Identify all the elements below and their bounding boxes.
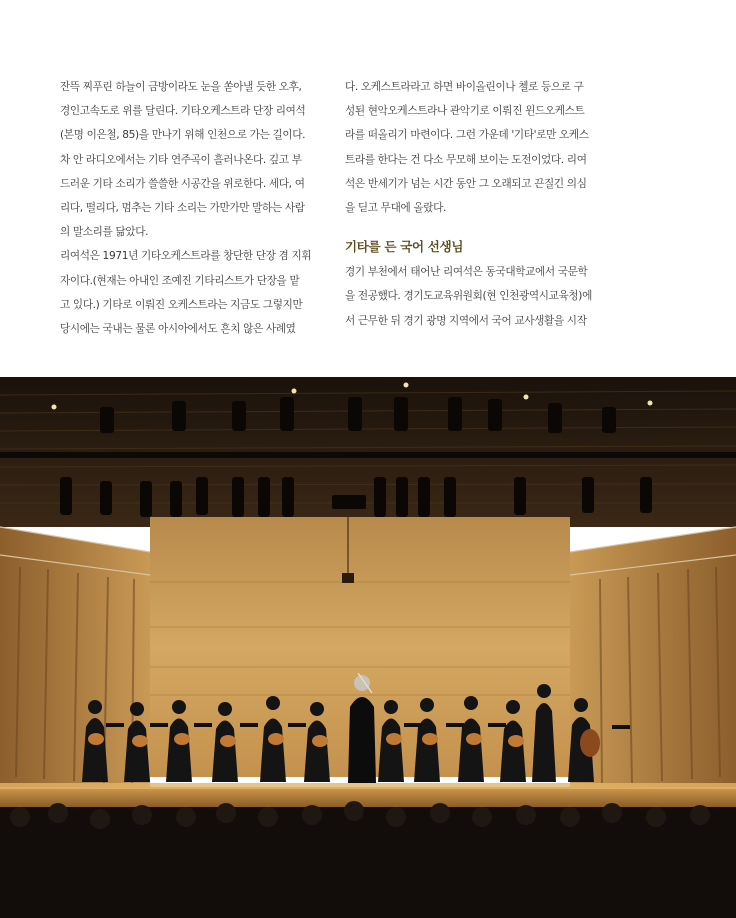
text-line: 당시에는 국내는 물론 아시아에서도 흔치 않은 사례였 bbox=[60, 323, 296, 336]
text-line: 다. 오케스트라라고 하면 바이올린이나 첼로 등으로 구 bbox=[345, 81, 584, 93]
article-text bbox=[0, 0, 736, 377]
left-paragraph-2 bbox=[60, 244, 316, 341]
text-line: 리다, 떨리다, 멈추는 기타 소리는 가만가만 말하는 사람 bbox=[60, 202, 305, 215]
left-column bbox=[60, 75, 316, 341]
concert-hall-illustration bbox=[0, 377, 736, 918]
text-line: 경기 부천에서 태어난 리여석은 동국대학교에서 국문학 bbox=[345, 266, 588, 279]
text-line: 라를 떠올리기 마련이다. 그런 가운데 '기타'로만 오케스 bbox=[345, 129, 589, 142]
text-line: 을 딛고 무대에 올랐다. bbox=[345, 202, 447, 215]
stage-edge-glow bbox=[0, 783, 736, 789]
audience bbox=[0, 807, 736, 918]
lighting-truss bbox=[0, 452, 736, 458]
right-side-wall bbox=[570, 527, 736, 797]
text-line: 리여석은 1971년 기타오케스트라를 창단한 단장 겸 지휘 bbox=[60, 250, 312, 263]
text-line: 경인고속도로 위를 달린다. 기타오케스트라 단장 리여석 bbox=[60, 105, 306, 118]
stage-floor bbox=[0, 787, 736, 807]
left-paragraph-1 bbox=[60, 75, 316, 244]
right-paragraph-2 bbox=[345, 260, 603, 333]
text-line: 을 전공했다. 경기도교육위원회(현 인천광역시교육청)에 bbox=[345, 290, 592, 303]
text-line: 트라를 한다는 건 다소 무모해 보이는 도전이었다. 리여 bbox=[345, 153, 587, 166]
right-column bbox=[345, 75, 603, 333]
text-line: 석은 반세기가 넘는 시간 동안 그 오래되고 끈질긴 의심 bbox=[345, 177, 587, 190]
text-line: 서 근무한 뒤 경기 광명 지역에서 국어 교사생활을 시작 bbox=[345, 314, 587, 327]
text-line: 고 있다.) 기타로 이뤄진 오케스트라는 지금도 그렇지만 bbox=[60, 298, 303, 311]
section-subheading: 기타를 든 국어 선생님 bbox=[345, 239, 464, 255]
text-line: 의 말소리를 닮았다. bbox=[60, 226, 149, 239]
concert-photo bbox=[0, 377, 736, 918]
text-line: 자이다.(현재는 아내인 조예진 기타리스트가 단장을 맡 bbox=[60, 274, 300, 287]
hanging-mic bbox=[342, 573, 354, 583]
right-paragraph-1 bbox=[345, 75, 603, 220]
text-line: (본명 이은철, 85)을 만나기 위해 인천으로 가는 길이다. bbox=[60, 129, 306, 142]
text-line: 차 안 라디오에서는 기타 연주곡이 흘러나온다. 깊고 부 bbox=[60, 153, 302, 166]
text-line: 잔뜩 찌푸린 하늘이 금방이라도 눈을 쏟아낼 듯한 오후, bbox=[60, 81, 302, 93]
text-line: 드러운 기타 소리가 쓸쓸한 시공간을 위로한다. 세다, 여 bbox=[60, 177, 305, 190]
text-line: 성된 현악오케스트라나 관악기로 이뤄진 윈드오케스트 bbox=[345, 105, 585, 118]
